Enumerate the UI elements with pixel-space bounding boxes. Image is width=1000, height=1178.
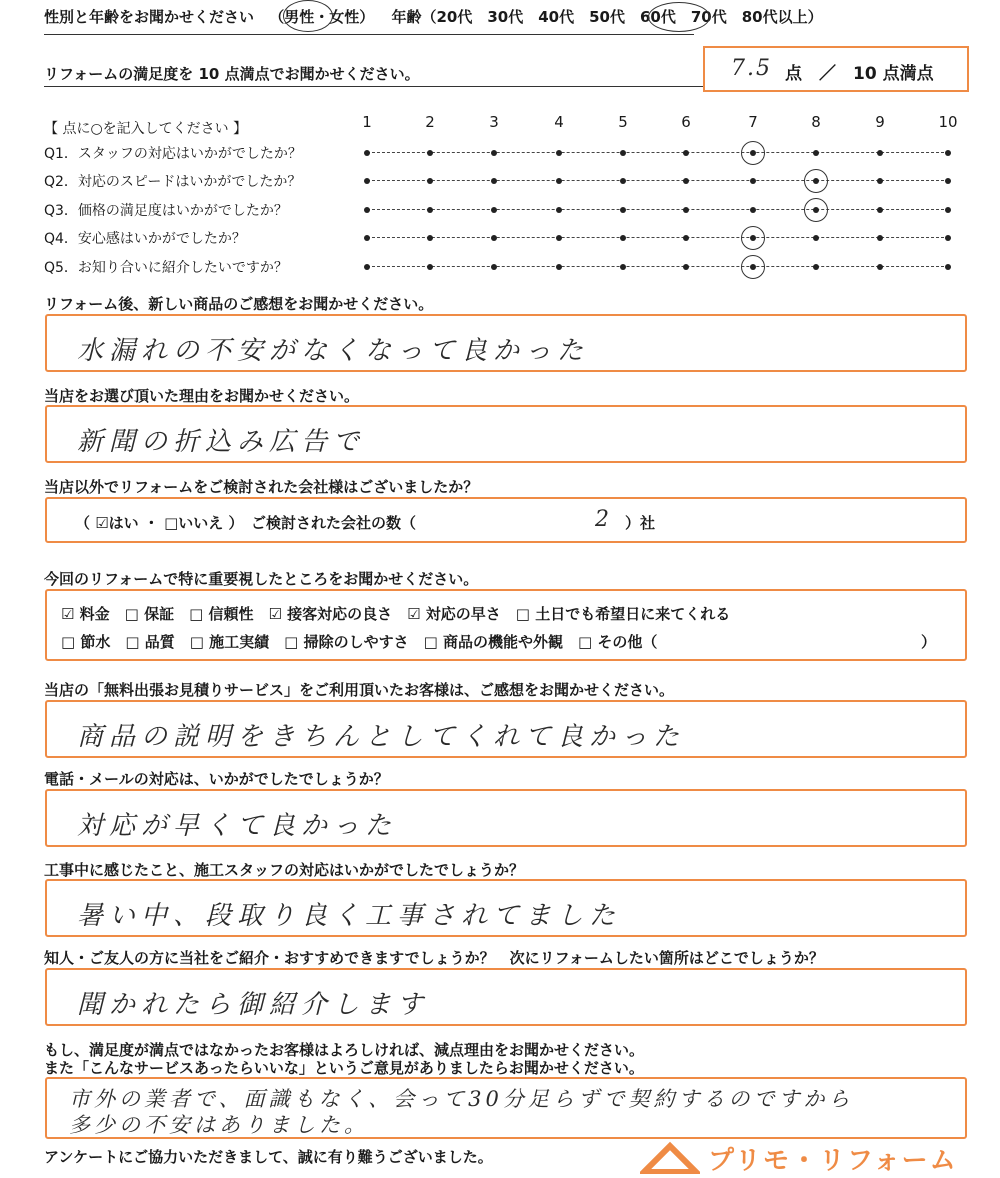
rating-point[interactable] — [556, 207, 562, 213]
construction-question: 工事中に感じたこと、施工スタッフの対応はいかがでしたでしょうか？ — [44, 861, 525, 879]
rating-point[interactable] — [620, 150, 626, 156]
rating-selected-circle — [804, 198, 828, 222]
rating-point[interactable] — [945, 264, 951, 270]
impression-question: リフォーム後、新しい商品のご感想をお聞かせください。 — [44, 295, 434, 313]
rating-point[interactable] — [877, 235, 883, 241]
reason-question: 当店をお選び頂いた理由をお聞かせください。 — [44, 387, 360, 405]
rating-point[interactable] — [813, 235, 819, 241]
rating-point[interactable] — [491, 235, 497, 241]
deduction-answer-box[interactable] — [45, 1077, 967, 1139]
rating-point[interactable] — [364, 150, 370, 156]
rating-point[interactable] — [427, 178, 433, 184]
rating-point[interactable] — [683, 207, 689, 213]
scale-number: 2 — [425, 113, 435, 131]
company-logo — [640, 1138, 980, 1178]
recommend-answer-box[interactable] — [45, 968, 967, 1026]
rating-point[interactable] — [945, 207, 951, 213]
rating-point[interactable] — [877, 150, 883, 156]
rating-selected-circle — [741, 255, 765, 279]
rating-selected-circle — [741, 226, 765, 250]
rating-question-label: Q1．スタッフの対応はいかがでしたか？ — [44, 146, 302, 162]
scale-number: 7 — [748, 113, 758, 131]
contact-question: 電話・メールの対応は、いかがでしたでしょうか？ — [44, 770, 389, 788]
divider — [44, 86, 704, 87]
other-company-count: 2 — [595, 507, 615, 532]
scale-number: 10 — [938, 113, 958, 131]
rating-scale-line — [367, 266, 949, 267]
rating-point[interactable] — [427, 207, 433, 213]
rating-point[interactable] — [364, 264, 370, 270]
rating-question-label: Q3．価格の満足度はいかがでしたか？ — [44, 203, 288, 219]
priority-row2[interactable]: □ 節水 □ 品質 □ 施工実績 □ 掃除のしやすさ □ 商品の機能や外観 □ その他（ — [61, 633, 658, 651]
rating-point[interactable] — [364, 207, 370, 213]
rating-point[interactable] — [683, 264, 689, 270]
logo-text: プリモ・リフォーム — [708, 1146, 958, 1176]
rating-point[interactable] — [556, 264, 562, 270]
contact-answer: 対応が早くて良かった — [77, 811, 398, 841]
rating-point[interactable] — [364, 235, 370, 241]
priority-row2-close: ） — [921, 633, 937, 651]
rating-scale-line — [367, 180, 949, 181]
rating-point[interactable] — [683, 150, 689, 156]
rating-point[interactable] — [683, 178, 689, 184]
rating-point[interactable] — [750, 207, 756, 213]
rating-point[interactable] — [427, 235, 433, 241]
rating-point[interactable] — [877, 207, 883, 213]
priority-question: 今回のリフォームで特に重要視したところをお聞かせください。 — [44, 570, 479, 588]
score-suffix: 点 ／ 10 点満点 — [785, 64, 934, 84]
age-selection-circle — [648, 2, 710, 32]
gender-options: （男性・女性） — [269, 8, 375, 26]
rating-selected-circle — [804, 169, 828, 193]
rating-point[interactable] — [491, 150, 497, 156]
deduction-question-1: もし、満足度が満点ではなかったお客様はよろしければ、減点理由をお聞かせください。 — [44, 1041, 645, 1059]
rating-point[interactable] — [945, 235, 951, 241]
scale-number: 6 — [681, 113, 691, 131]
rating-point[interactable] — [683, 235, 689, 241]
reason-answer: 新聞の折込み広告で — [77, 427, 366, 457]
rating-question-label: Q5．お知り合いに紹介したいですか？ — [44, 260, 288, 276]
rating-point[interactable] — [945, 150, 951, 156]
scale-number: 1 — [362, 113, 372, 131]
deduction-question-2: また「こんなサービスあったらいいな」というご意見がありましたらお聞かせください。 — [44, 1059, 644, 1077]
estimate-answer-box[interactable] — [45, 700, 967, 758]
estimate-question: 当店の「無料出張お見積りサービス」をご利用頂いたお客様は、ご感想をお聞かせください。 — [44, 681, 675, 699]
contact-answer-box[interactable] — [45, 789, 967, 847]
impression-answer-box[interactable] — [45, 314, 967, 372]
score-box[interactable] — [703, 46, 969, 92]
rating-point[interactable] — [556, 178, 562, 184]
priority-row1[interactable]: ☑ 料金 □ 保証 □ 信頼性 ☑ 接客対応の良さ ☑ 対応の早さ □ 土日でも希望日に来てくれる — [61, 605, 731, 623]
rating-point[interactable] — [620, 207, 626, 213]
rating-point[interactable] — [813, 264, 819, 270]
rating-scale-line — [367, 209, 949, 210]
rating-point[interactable] — [750, 178, 756, 184]
priority-box[interactable] — [45, 589, 967, 661]
gender-age-label: 性別と年齢をお聞かせください — [44, 8, 255, 26]
rating-point[interactable] — [877, 264, 883, 270]
rating-point[interactable] — [620, 178, 626, 184]
rating-point[interactable] — [427, 264, 433, 270]
construction-answer: 暑い中、段取り良く工事されてました — [77, 901, 622, 931]
gender-selection-circle — [283, 0, 333, 32]
rating-scale-line — [367, 237, 949, 238]
recommend-question: 知人・ご友人の方に当社をご紹介・おすすめできますでしょうか？ 次にリフォームしたい箇所はどこでしょうか？ — [44, 949, 824, 967]
house-icon — [640, 1140, 700, 1174]
rating-point[interactable] — [556, 150, 562, 156]
rating-point[interactable] — [620, 264, 626, 270]
rating-point[interactable] — [556, 235, 562, 241]
rating-instruction: 【 点に○を記入してください 】 — [44, 121, 248, 137]
other-company-suffix: ）社 — [625, 514, 656, 532]
rating-point[interactable] — [945, 178, 951, 184]
scale-number: 3 — [489, 113, 499, 131]
rating-question-label: Q2．対応のスピードはいかがでしたか？ — [44, 174, 302, 190]
rating-question-label: Q4．安心感はいかがでしたか？ — [44, 231, 246, 247]
scale-number: 9 — [875, 113, 885, 131]
other-company-box[interactable] — [45, 497, 967, 543]
scale-number: 8 — [811, 113, 821, 131]
footer-thanks: アンケートにご協力いただきまして、誠に有り難うございました。 — [44, 1148, 493, 1166]
rating-point[interactable] — [364, 178, 370, 184]
age-options: 年齢（20代 30代 40代 50代 60代 70代 80代以上） — [391, 8, 823, 26]
rating-point[interactable] — [491, 207, 497, 213]
rating-point[interactable] — [491, 178, 497, 184]
rating-scale-line — [367, 152, 949, 153]
satisfaction-question: リフォームの満足度を 10 点満点でお聞かせください。 — [44, 65, 420, 83]
impression-answer: 水漏れの不安がなくなって良かった — [77, 336, 590, 366]
divider — [44, 34, 694, 35]
estimate-answer: 商品の説明をきちんとしてくれて良かった — [77, 722, 686, 752]
other-company-line: （ ☑はい ・ □いいえ ） ご検討された会社の数（ — [75, 514, 417, 532]
other-company-question: 当店以外でリフォームをご検討された会社様はございましたか？ — [44, 478, 479, 496]
rating-point[interactable] — [427, 150, 433, 156]
scale-number: 5 — [618, 113, 628, 131]
recommend-answer: 聞かれたら御紹介します — [77, 990, 430, 1020]
rating-point[interactable] — [620, 235, 626, 241]
rating-point[interactable] — [877, 178, 883, 184]
score-handwritten: 7.5 — [731, 56, 772, 81]
construction-answer-box[interactable] — [45, 879, 967, 937]
rating-selected-circle — [741, 141, 765, 165]
deduction-answer-1: 市外の業者で、面識もなく、会って30分足らずで契約するのですから — [69, 1087, 854, 1111]
rating-point[interactable] — [813, 150, 819, 156]
reason-answer-box[interactable] — [45, 405, 967, 463]
scale-number: 4 — [554, 113, 564, 131]
deduction-answer-2: 多少の不安はありました。 — [69, 1113, 369, 1137]
rating-point[interactable] — [491, 264, 497, 270]
